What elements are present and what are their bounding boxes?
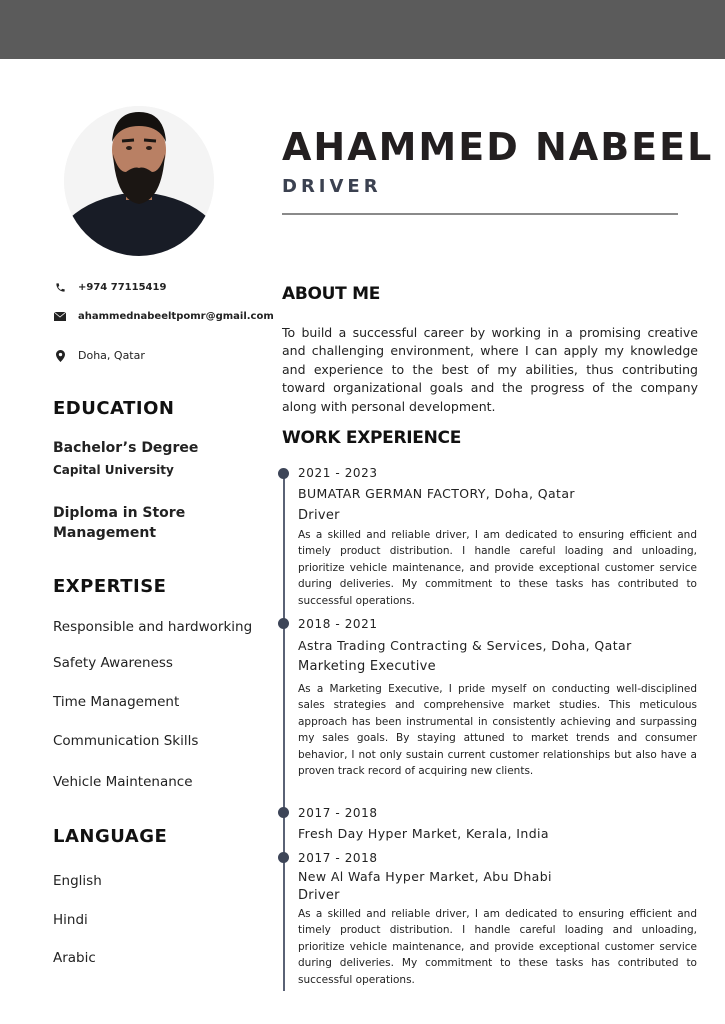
job-description: As a skilled and reliable driver, I am dedicated to ensuring efficient and timely product distribution. I handle careful loading and unloading, prioritize vehicle maintenance, and provide exceptional customer service during deliveries. My commitment to these tasks has contributed to successful operations.	[298, 908, 697, 986]
job-title: Marketing Executive	[298, 659, 436, 674]
expertise-item: Time Management	[53, 694, 180, 710]
about-heading: ABOUT ME	[282, 284, 381, 304]
job-title: Driver	[298, 888, 340, 903]
contact-location	[53, 349, 145, 362]
education-diploma: Diploma in Store Management	[53, 505, 186, 541]
language-item: Hindi	[53, 912, 88, 928]
education-institution: Capital University	[53, 463, 174, 477]
top-banner	[0, 0, 725, 59]
job-dates: 2017 - 2018	[298, 851, 378, 865]
job-company: BUMATAR GERMAN FACTORY, Doha, Qatar	[298, 486, 575, 501]
timeline-dot	[278, 618, 289, 629]
job-dates: 2018 - 2021	[298, 617, 378, 631]
expertise-item: Vehicle Maintenance	[53, 774, 193, 790]
job-company: Fresh Day Hyper Market, Kerala, India	[298, 826, 549, 841]
header-divider	[282, 213, 678, 215]
email-text: ahammednabeeltpomr@gmail.com	[78, 311, 274, 322]
job-company: New Al Wafa Hyper Market, Abu Dhabi	[298, 869, 552, 884]
language-item: Arabic	[53, 950, 96, 966]
candidate-name: AHAMMED NABEEL	[282, 125, 714, 169]
job-description: As a skilled and reliable driver, I am dedicated to ensuring efficient and timely product distribution. I handle careful loading and unloading, prioritize vehicle maintenance, and provide exceptional customer service during deliveries. My commitment to these tasks has contributed to successful operations.	[298, 529, 697, 607]
phone-icon	[53, 282, 67, 293]
candidate-role: DRIVER	[282, 176, 382, 197]
expertise-item: Safety Awareness	[53, 655, 173, 671]
timeline-dot	[278, 852, 289, 863]
timeline-line	[283, 473, 285, 991]
language-item: English	[53, 873, 102, 889]
location-text: Doha, Qatar	[78, 349, 145, 362]
expertise-heading: EXPERTISE	[53, 576, 167, 597]
contact-email	[53, 311, 274, 322]
job-title: Driver	[298, 508, 340, 523]
education-heading: EDUCATION	[53, 398, 175, 419]
expertise-item: Communication Skills	[53, 733, 199, 749]
language-heading: LANGUAGE	[53, 826, 168, 847]
expertise-item: Responsible and hardworking	[53, 619, 253, 635]
about-text: To build a successful career by working in a promising creative and challenging environment, where I can apply my knowledge and experience to the best of my abilities, thus contributing toward organizational goals and the progress of the company along with personal development.	[282, 325, 698, 414]
mail-icon	[53, 312, 67, 321]
contact-phone	[53, 282, 166, 293]
work-heading: WORK EXPERIENCE	[282, 428, 462, 448]
timeline-dot	[278, 468, 289, 479]
job-dates: 2021 - 2023	[298, 466, 378, 480]
education-degree: Bachelor’s Degree	[53, 440, 199, 456]
job-company: Astra Trading Contracting & Services, Doha, Qatar	[298, 638, 632, 653]
timeline-dot	[278, 807, 289, 818]
profile-photo	[64, 106, 214, 256]
job-dates: 2017 - 2018	[298, 806, 378, 820]
phone-text: +974 77115419	[78, 282, 167, 293]
job-description: As a Marketing Executive, I pride myself on conducting well-disciplined sales strategies and comprehensive market studies. This meticulous approach has been instrumental in consistently achieving and surpassing my sales goals. By staying attuned to market trends and consumer behavior, I not only sustain current customer relationships but also have a proven track record of acquiring new clients.	[298, 683, 697, 778]
location-pin-icon	[53, 350, 67, 362]
